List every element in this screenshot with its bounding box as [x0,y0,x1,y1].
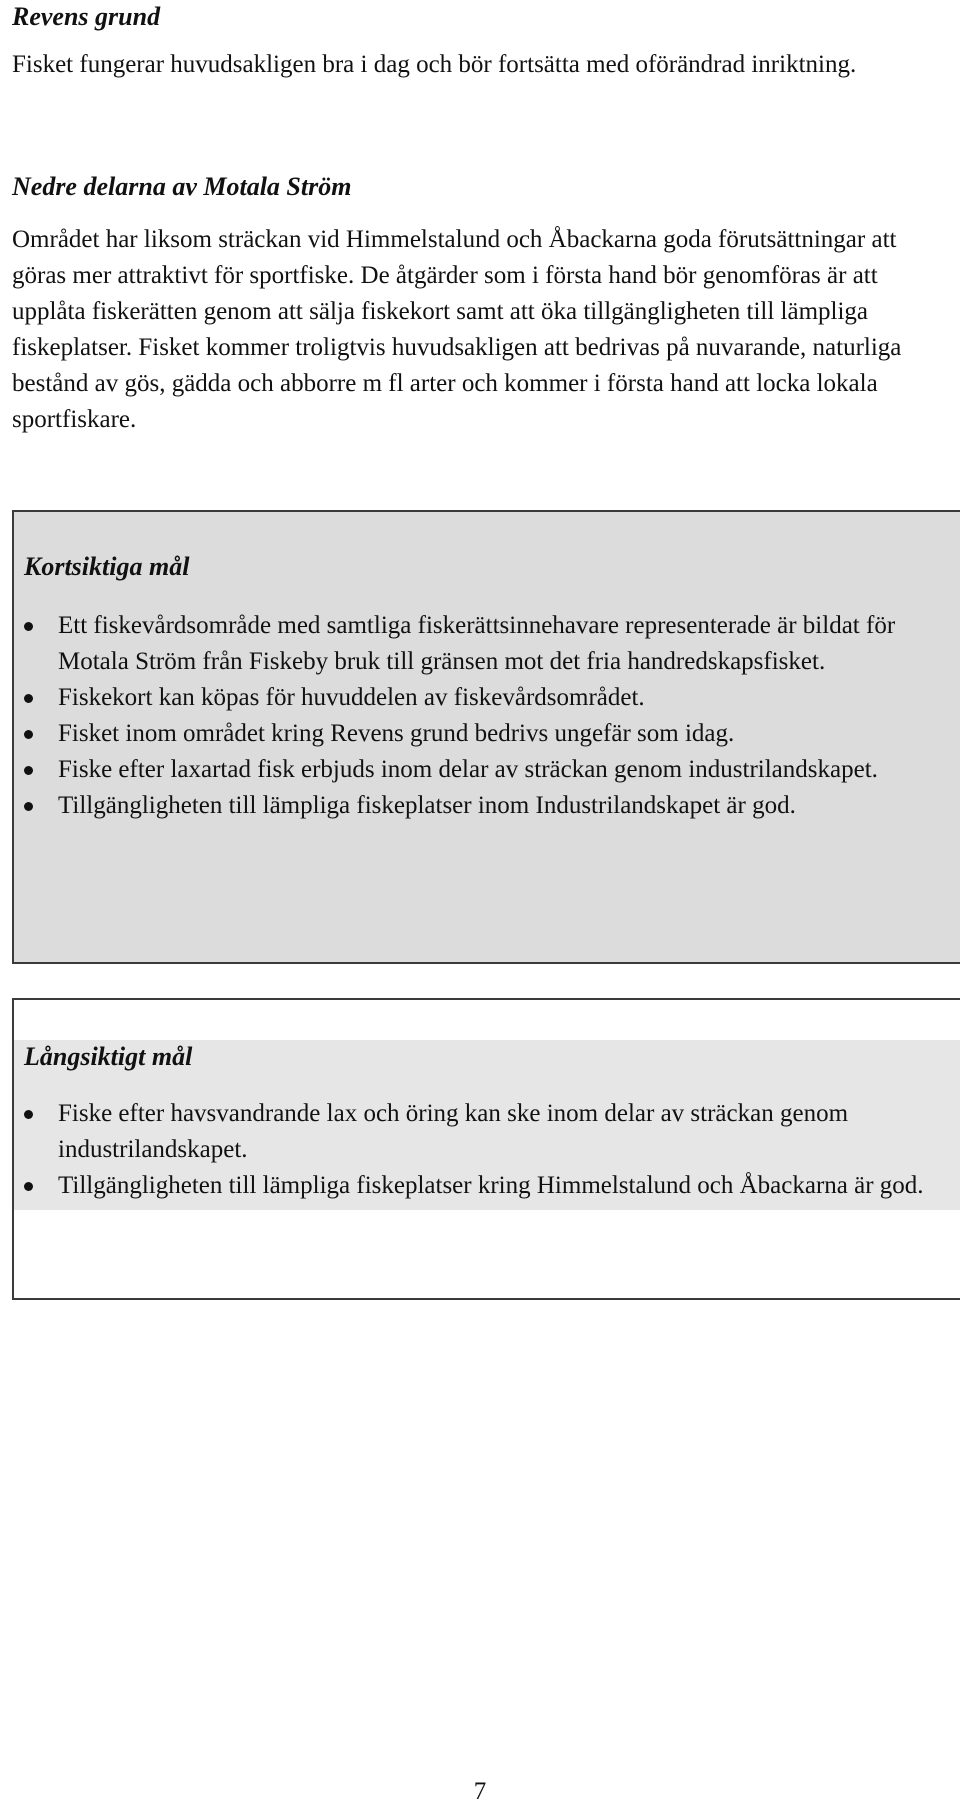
section-heading-nedre-delarna: Nedre delarna av Motala Ström [12,172,352,201]
section-heading-revens-grund: Revens grund [12,2,161,31]
bullet-icon [24,802,33,811]
long-term-goals-box [12,998,960,1300]
list-item: Fiskekort kan köpas för huvuddelen av fiskevårdsområdet. [24,680,938,716]
bullet-icon [24,694,33,703]
section-body-nedre-delarna: Området har liksom sträckan vid Himmelstalund och Åbackarna goda förutsättningar att göras mer attraktivt för sportfiske. De åtgärder som i första hand bör genomföras är att upplåta fiskerätten genom att sälja fiskekort samt att öka tillgängligheten till lämpliga fiskeplatser. Fisket kommer troligtvis huvudsakligen att bedrivas på nuvarande, naturliga bestånd av gös, gädda och abborre m fl arter och kommer i första hand att locka lokala sportfiskare. [12,226,902,433]
page-number: 7 [473,1778,487,1805]
bullet-icon [24,730,33,739]
list-item: Ett fiskevårdsområde med samtliga fiskerättsinnehavare representerade är bildat för Motala Ström från Fiskeby bruk till gränsen mot det fria handredskapsfisket. [24,608,938,680]
bullet-icon [24,1110,33,1119]
list-item: Fisket inom området kring Revens grund bedrivs ungefär som idag. [24,716,938,752]
list-item: Tillgängligheten till lämpliga fiskeplatser inom Industrilandskapet är god. [24,788,938,824]
short-term-goals-title: Kortsiktiga mål [24,552,190,581]
long-term-goals-title: Långsiktigt mål [24,1042,193,1071]
long-term-goals-list [14,1096,960,1204]
list-item: Fiske efter havsvandrande lax och öring kan ske inom delar av sträckan genom industrilandskapet. [24,1096,938,1168]
bullet-icon [24,1182,33,1191]
short-term-goals-list [14,608,960,824]
section-body-revens-grund: Fisket fungerar huvudsakligen bra i dag och bör fortsätta med oförändrad inriktning. [12,51,857,78]
bullet-icon [24,766,33,775]
list-item: Tillgängligheten till lämpliga fiskeplatser kring Himmelstalund och Åbackarna är god. [24,1168,938,1204]
long-term-goals-panel [14,1040,960,1210]
short-term-goals-box [12,510,960,964]
bullet-icon [24,622,33,631]
list-item: Fiske efter laxartad fisk erbjuds inom delar av sträckan genom industrilandskapet. [24,752,938,788]
